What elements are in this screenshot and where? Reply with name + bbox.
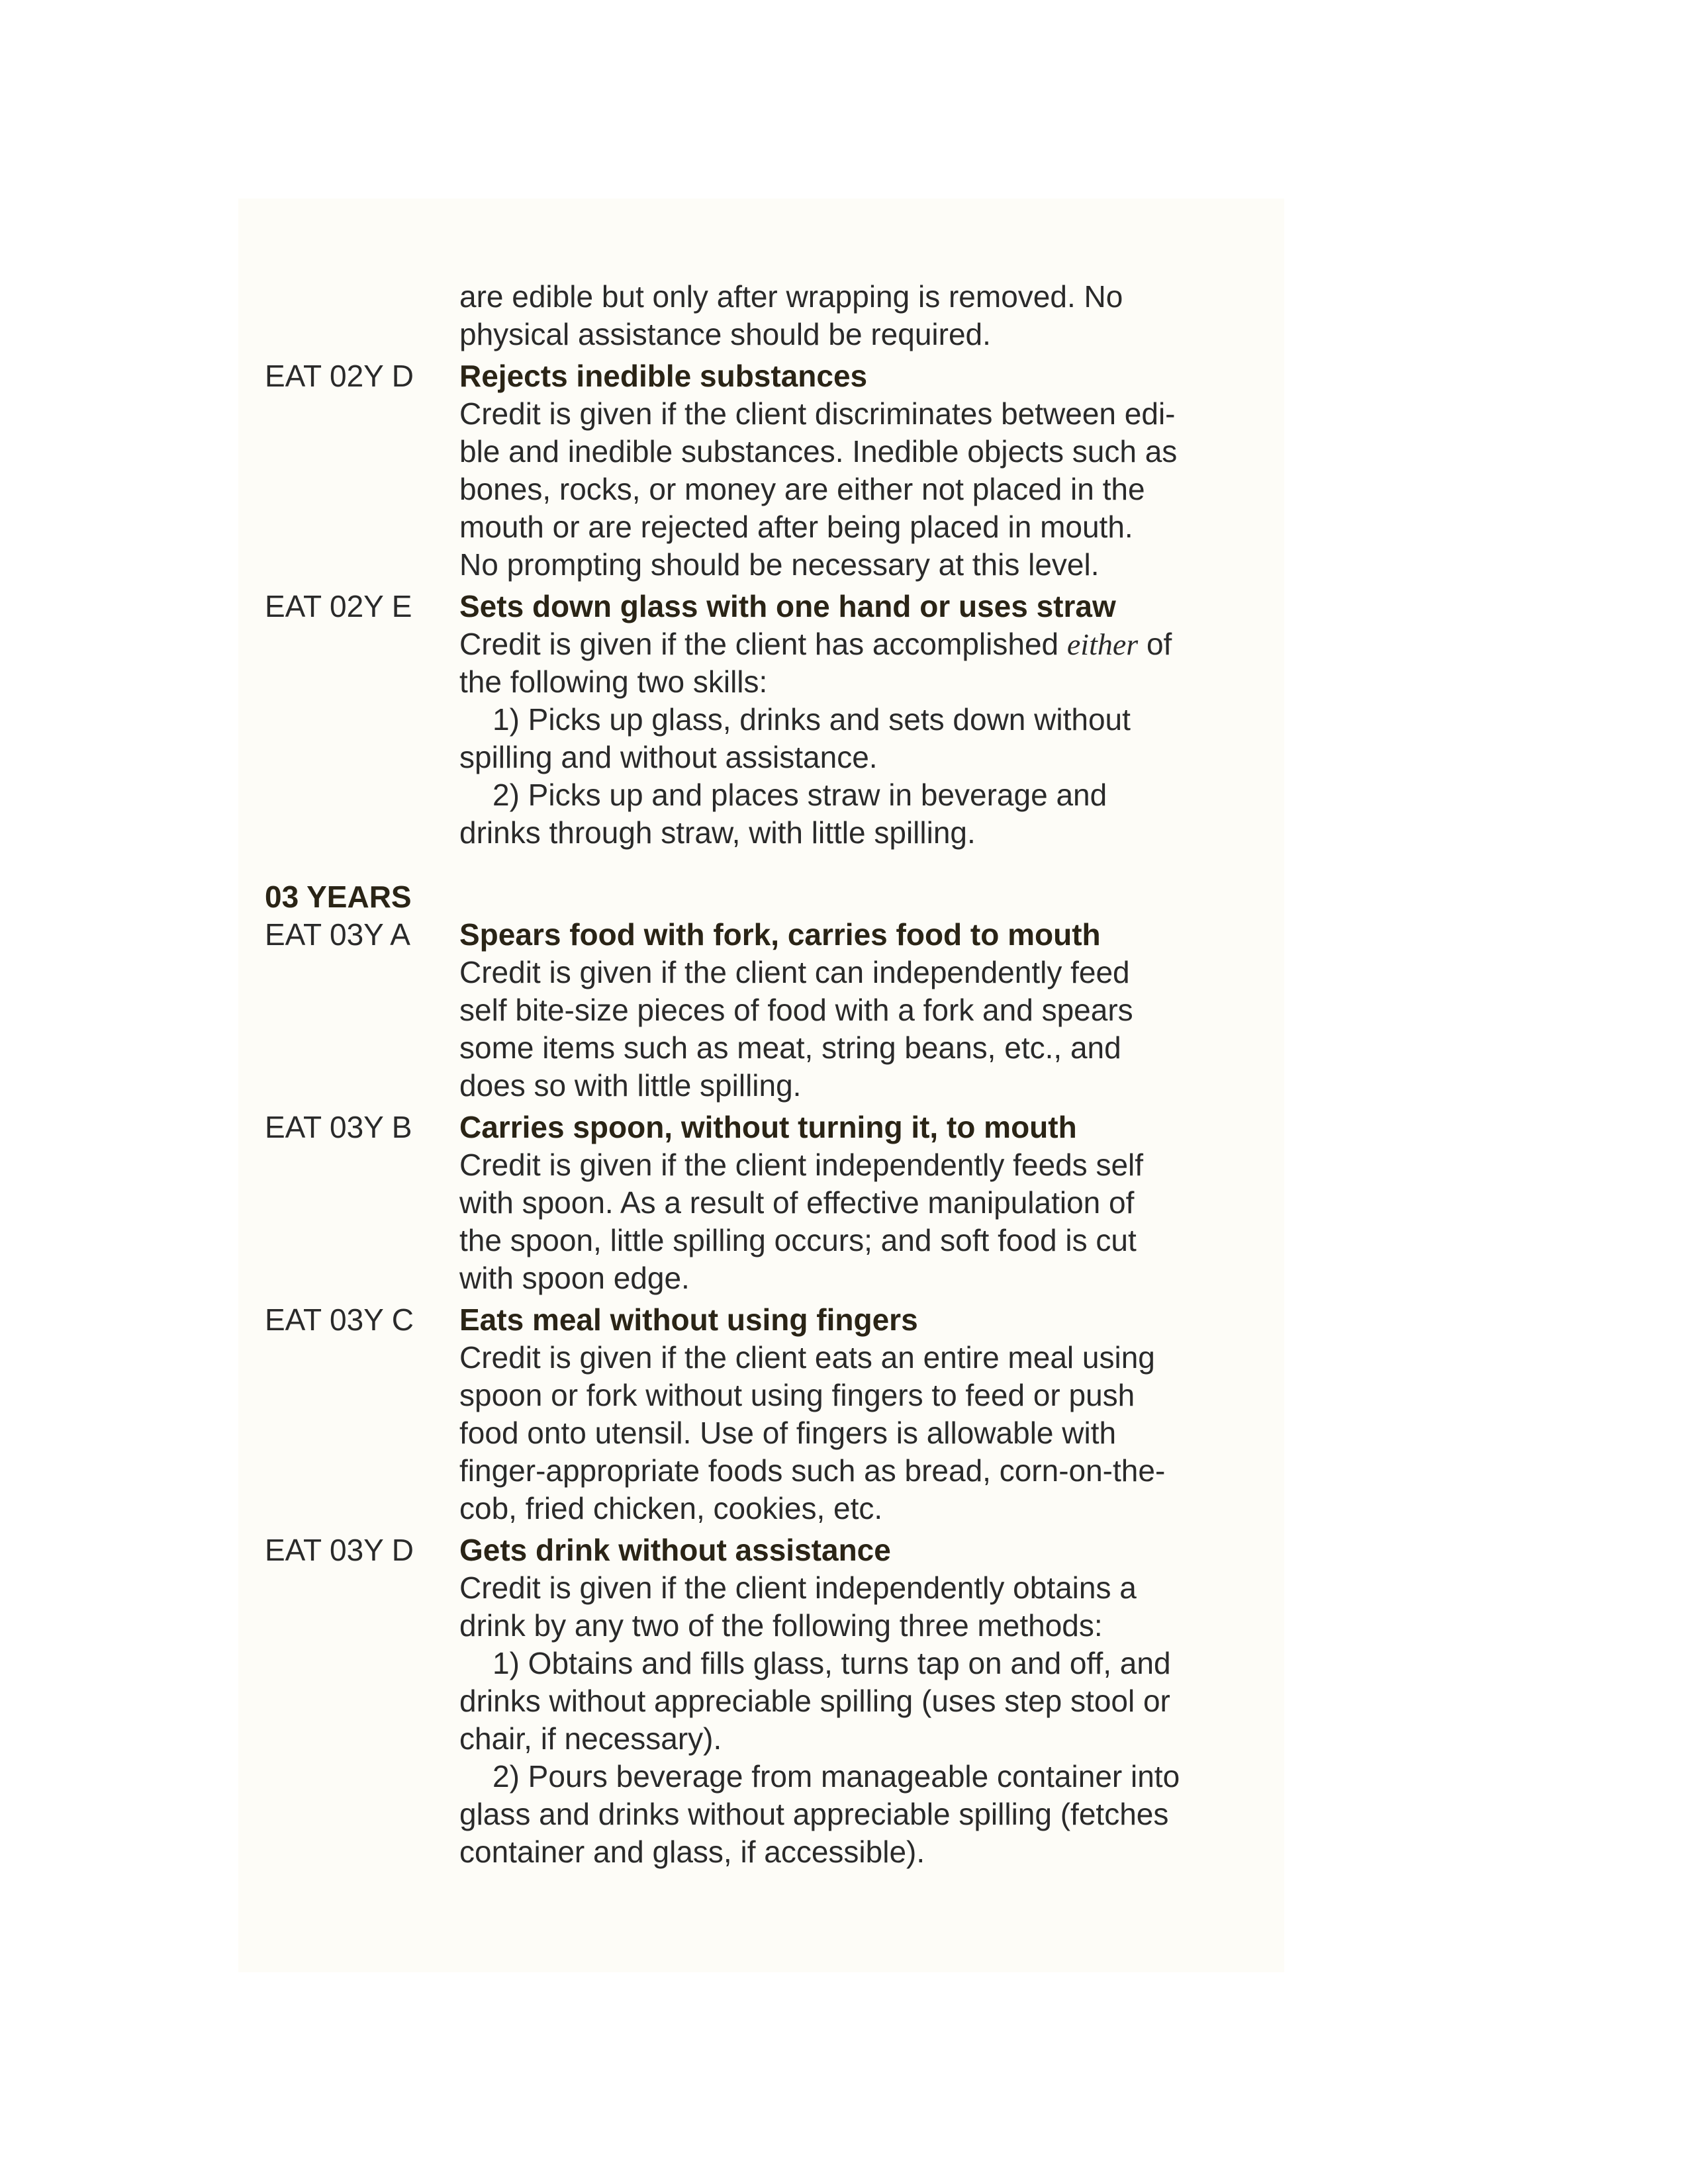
- item-line: the spoon, little spilling occurs; and soft food is cut: [459, 1223, 1137, 1257]
- item-code: EAT 02Y E: [265, 589, 412, 623]
- item-line: spoon or fork without using fingers to feed or push: [459, 1378, 1135, 1412]
- item-line: bones, rocks, or money are either not placed in the: [459, 472, 1145, 506]
- emphasis-text: either: [1066, 627, 1139, 661]
- item-title: Spears food with fork, carries food to mouth: [459, 917, 1101, 952]
- item-line: No prompting should be necessary at this level.: [459, 547, 1100, 582]
- item-line: drink by any two of the following three methods:: [459, 1608, 1103, 1643]
- item-line: Credit is given if the client eats an entire meal using: [459, 1340, 1155, 1375]
- item-line: [459, 625, 1271, 663]
- item-eat-03y-d: [265, 1531, 1271, 1871]
- item-line: with spoon. As a result of effective manipulation of: [459, 1185, 1135, 1220]
- item-line: self bite-size pieces of food with a fork and spears: [459, 993, 1133, 1027]
- item-line: cob, fried chicken, cookies, etc.: [459, 1491, 883, 1525]
- list-item-line: container and glass, if accessible).: [459, 1835, 925, 1869]
- list-item-line: drinks through straw, with little spilling.: [459, 815, 976, 850]
- item-title: Rejects inedible substances: [459, 359, 868, 393]
- item-title: Eats meal without using fingers: [459, 1302, 918, 1337]
- item-eat-02y-e: [265, 588, 1271, 852]
- item-line: some items such as meat, string beans, etc., and: [459, 1030, 1121, 1065]
- item-title: Sets down glass with one hand or uses straw: [459, 589, 1116, 623]
- section-heading-03-years: 03 YEARS: [265, 880, 412, 914]
- item-code: EAT 02Y D: [265, 359, 414, 393]
- list-item-line: 2) Picks up and places straw in beverage and: [492, 778, 1107, 812]
- item-line: food onto utensil. Use of fingers is allowable with: [459, 1416, 1117, 1450]
- intro-line: are edible but only after wrapping is removed. No: [459, 279, 1123, 314]
- item-line: mouth or are rejected after being placed in mouth.: [459, 510, 1133, 544]
- item-title: Gets drink without assistance: [459, 1533, 891, 1567]
- item-eat-03y-b: [265, 1109, 1271, 1297]
- list-item-line: 2) Pours beverage from manageable container into: [492, 1759, 1180, 1794]
- item-eat-03y-c: [265, 1301, 1271, 1527]
- item-code-empty: [265, 278, 459, 353]
- intro-block: [265, 278, 1271, 353]
- list-item-line: 1) Picks up glass, drinks and sets down without: [492, 702, 1131, 737]
- list-item-line: drinks without appreciable spilling (uses step stool or: [459, 1684, 1170, 1718]
- item-eat-02y-d: [265, 357, 1271, 584]
- item-code: EAT 03Y D: [265, 1533, 414, 1567]
- item-text: Credit is given if the client has accomplished: [459, 627, 1067, 661]
- list-item-line: chair, if necessary).: [459, 1721, 722, 1756]
- item-line: Credit is given if the client can independently feed: [459, 955, 1130, 989]
- item-code: EAT 03Y C: [265, 1302, 414, 1337]
- item-line: with spoon edge.: [459, 1261, 690, 1295]
- item-line: does so with little spilling.: [459, 1068, 802, 1103]
- item-title: Carries spoon, without turning it, to mouth: [459, 1110, 1077, 1144]
- intro-line: physical assistance should be required.: [459, 317, 991, 351]
- item-line: Credit is given if the client discriminates between edi-: [459, 396, 1176, 431]
- list-item-line: spilling and without assistance.: [459, 740, 878, 774]
- item-line: the following two skills:: [459, 664, 768, 699]
- list-item-line: 1) Obtains and fills glass, turns tap on and off, and: [492, 1646, 1171, 1680]
- item-eat-03y-a: [265, 916, 1271, 1105]
- item-line: Credit is given if the client independently feeds self: [459, 1148, 1144, 1182]
- item-line: Credit is given if the client independently obtains a: [459, 1570, 1137, 1605]
- item-line: ble and inedible substances. Inedible objects such as: [459, 434, 1178, 469]
- item-line: finger-appropriate foods such as bread, corn-on-the-: [459, 1453, 1166, 1488]
- list-item-line: glass and drinks without appreciable spilling (fetches: [459, 1797, 1169, 1831]
- item-code: EAT 03Y B: [265, 1110, 412, 1144]
- document-content: [265, 278, 1271, 1871]
- item-code: EAT 03Y A: [265, 917, 410, 952]
- item-text: of: [1138, 627, 1172, 661]
